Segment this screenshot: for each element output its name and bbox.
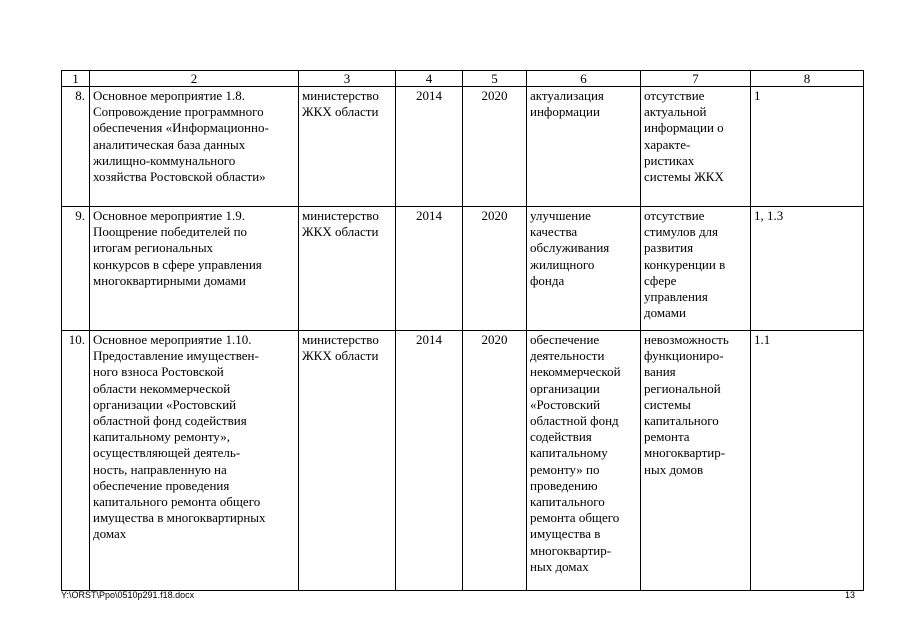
header-cell-1: 1 bbox=[62, 71, 90, 87]
measures-table bbox=[61, 70, 864, 591]
consequence-cell: отсутствие актуальной информации о характе- ристиках системы ЖКХ bbox=[641, 87, 751, 207]
end-year-cell: 2020 bbox=[463, 87, 527, 207]
event-cell: Основное мероприятие 1.10. Предоставление имуществен- ного взноса Ростовской области некоммерческой организации «Ростовский областной фонд содействия капитальному ремонту», осуществляющей деятель- ность, направленную на обеспечение проведения капитального ремонта общего имущества в многоквартирных домах bbox=[90, 331, 299, 591]
header-cell-2: 2 bbox=[90, 71, 299, 87]
link-cell: 1.1 bbox=[751, 331, 864, 591]
table-row bbox=[62, 331, 864, 591]
event-cell: Основное мероприятие 1.8. Сопровождение программного обеспечения «Информационно- аналитическая база данных жилищно-коммунального хозяйства Ростовской области» bbox=[90, 87, 299, 207]
result-cell: обеспечение деятельности некоммерческой организации «Ростовский областной фонд содействия капитальному ремонту» по проведению капитального ремонта общего имущества в многоквартир- ных домах bbox=[527, 331, 641, 591]
event-cell: Основное мероприятие 1.9. Поощрение победителей по итогам региональных конкурсов в сфере управления многоквартирными домами bbox=[90, 207, 299, 331]
row-number: 9. bbox=[62, 207, 90, 331]
end-year-cell: 2020 bbox=[463, 207, 527, 331]
result-cell: улучшение качества обслуживания жилищного фонда bbox=[527, 207, 641, 331]
row-number: 8. bbox=[62, 87, 90, 207]
row-number: 10. bbox=[62, 331, 90, 591]
header-cell-8: 8 bbox=[751, 71, 864, 87]
start-year-cell: 2014 bbox=[396, 207, 463, 331]
header-cell-3: 3 bbox=[299, 71, 396, 87]
executor-cell: министерство ЖКХ области bbox=[299, 87, 396, 207]
header-cell-5: 5 bbox=[463, 71, 527, 87]
link-cell: 1 bbox=[751, 87, 864, 207]
start-year-cell: 2014 bbox=[396, 331, 463, 591]
end-year-cell: 2020 bbox=[463, 331, 527, 591]
consequence-cell: невозможность функциониро- вания региональной системы капитального ремонта многоквартир- ных домов bbox=[641, 331, 751, 591]
link-cell: 1, 1.3 bbox=[751, 207, 864, 331]
executor-cell: министерство ЖКХ области bbox=[299, 207, 396, 331]
consequence-cell: отсутствие стимулов для развития конкуренции в сфере управления домами bbox=[641, 207, 751, 331]
result-cell: актуализация информации bbox=[527, 87, 641, 207]
header-cell-7: 7 bbox=[641, 71, 751, 87]
header-cell-6: 6 bbox=[527, 71, 641, 87]
table-row bbox=[62, 87, 864, 207]
table-row bbox=[62, 207, 864, 331]
footer-file-path: Y:\ORST\Ppo\0510p291.f18.docx bbox=[61, 590, 195, 600]
header-row bbox=[62, 71, 864, 87]
executor-cell: министерство ЖКХ области bbox=[299, 331, 396, 591]
header-cell-4: 4 bbox=[396, 71, 463, 87]
start-year-cell: 2014 bbox=[396, 87, 463, 207]
page-number: 13 bbox=[845, 590, 856, 600]
